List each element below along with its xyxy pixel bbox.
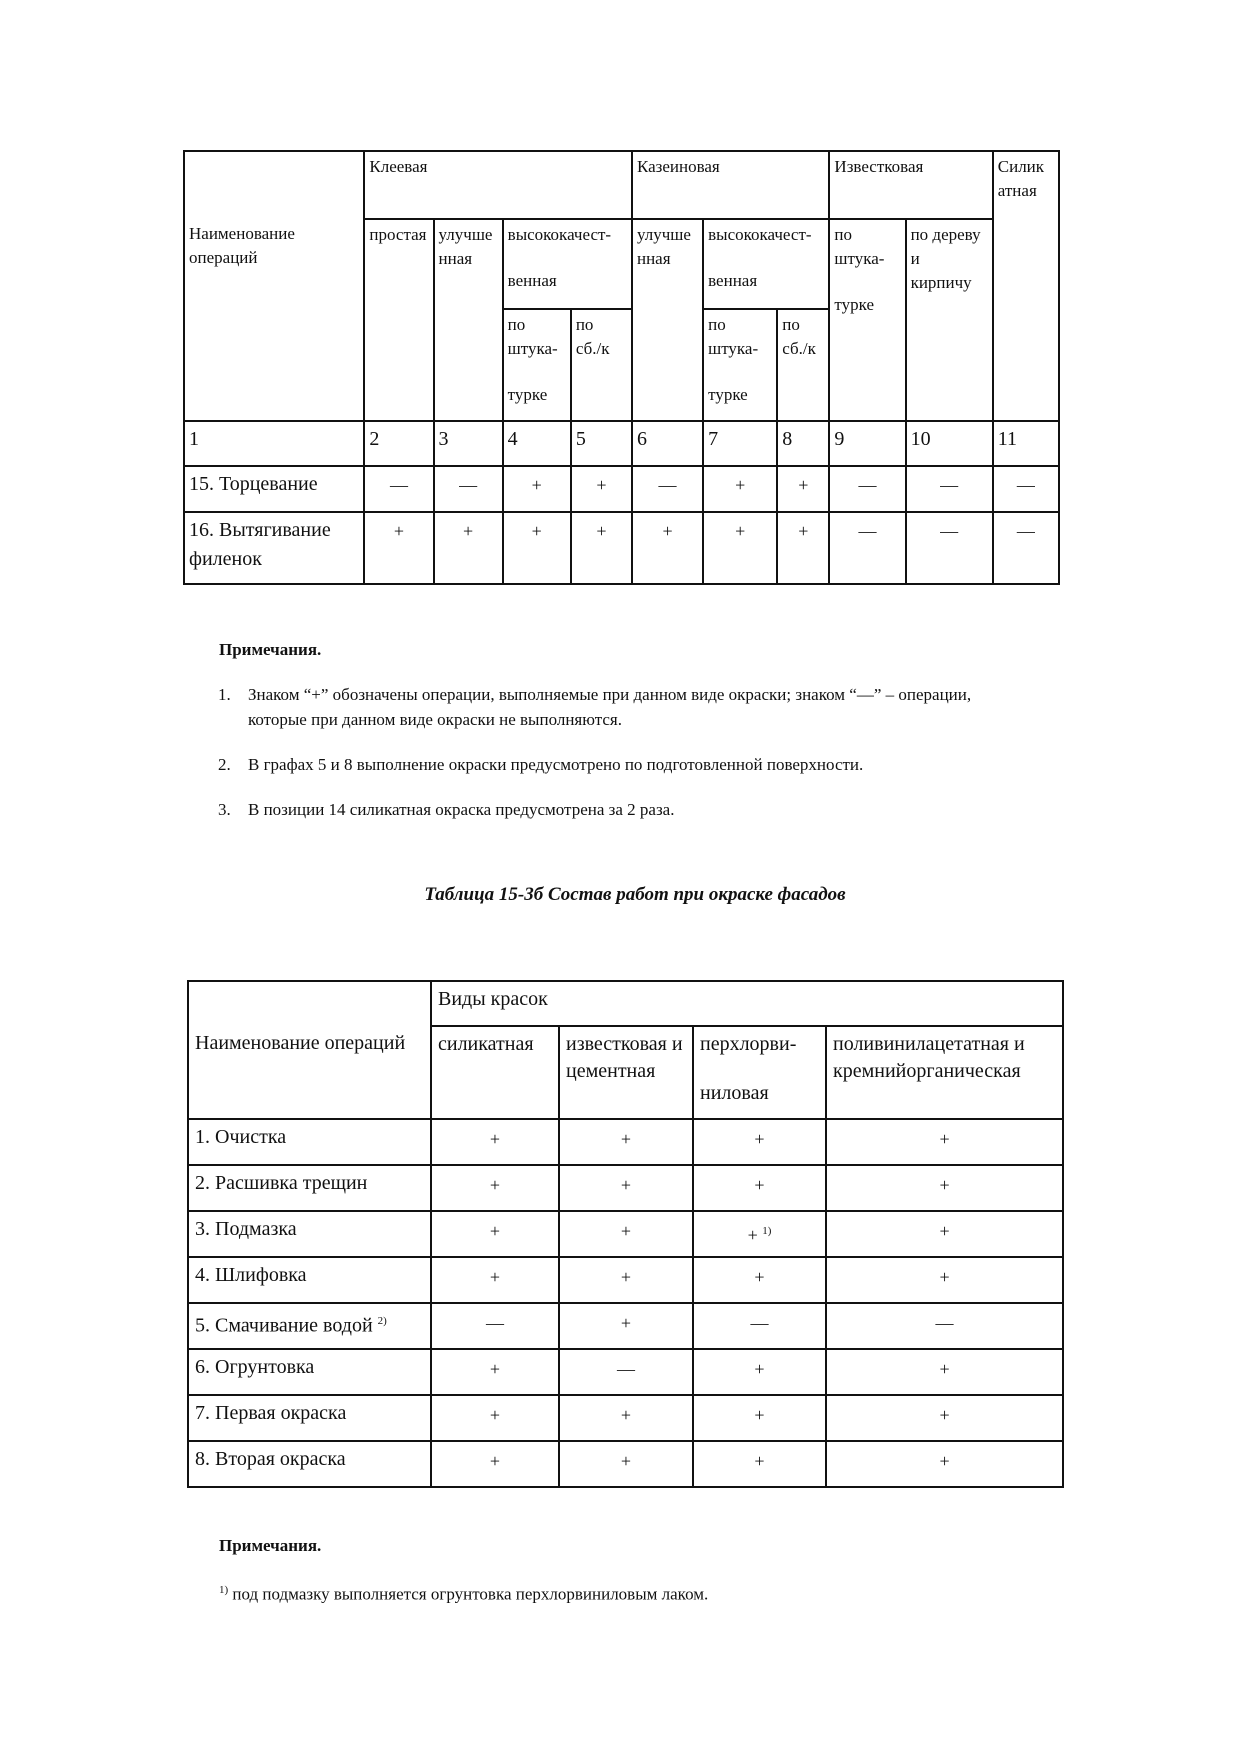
header-vysokokachestvennaya-2: высококачест- венная xyxy=(703,219,829,309)
header-name-bottom xyxy=(184,309,364,421)
table-cell: + xyxy=(431,1211,559,1257)
header-prostaya: простая xyxy=(364,219,433,421)
table-cell: + xyxy=(559,1303,693,1349)
table-cell: + xyxy=(431,1441,559,1487)
header-group-kazeinovaya: Казеиновая xyxy=(632,151,829,219)
note-2: 2. В графах 5 и 8 выполнение окраски предусмотрено по подготовленной поверхности. xyxy=(218,755,864,774)
table-cell: + xyxy=(571,466,632,512)
table-cell: — xyxy=(906,466,993,512)
table-cell: — xyxy=(632,466,703,512)
table-cell: + xyxy=(826,1119,1063,1165)
table-row xyxy=(188,1257,1063,1303)
table-cell: + xyxy=(559,1441,693,1487)
operation-name: 5. Смачивание водой $^{2)}$ xyxy=(188,1303,431,1349)
operation-name: 7. Первая окраска xyxy=(188,1395,431,1441)
column-number: 11 xyxy=(993,421,1059,466)
table-row xyxy=(188,1211,1063,1257)
header-sub-po-sbk-1: по сб./к xyxy=(571,309,632,421)
table-cell: + xyxy=(826,1165,1063,1211)
table-cell: + xyxy=(777,466,829,512)
column-number: 6 xyxy=(632,421,703,466)
footnote xyxy=(219,1578,1069,1607)
table-cell: + $^{1)}$ xyxy=(693,1211,826,1257)
table-cell: + xyxy=(503,512,571,584)
notes-title: Примечания. xyxy=(219,1536,322,1555)
column-number: 8 xyxy=(777,421,829,466)
table-cell: + xyxy=(826,1349,1063,1395)
operation-name: 8. Вторая окраска xyxy=(188,1441,431,1487)
note-3: 3. В позиции 14 силикатная окраска предусмотрена за 2 раза. xyxy=(218,800,675,819)
table-cell: — xyxy=(829,512,905,584)
operation-name: 6. Огрунтовка xyxy=(188,1349,431,1395)
operation-name: 15. Торцевание xyxy=(184,466,364,512)
footnote-mark: 2) xyxy=(377,1315,387,1327)
header-group-silikatnaya: Силик атная xyxy=(993,151,1059,421)
table-cell: + xyxy=(431,1257,559,1303)
table-cell: + xyxy=(777,512,829,584)
header-sub-po-sbk-2: по сб./к xyxy=(777,309,829,421)
footnote-mark: 1) xyxy=(762,1225,772,1237)
header-sub-po-shtukaturke-2: по штука- турке xyxy=(703,309,777,421)
header-vysokokachestvennaya-1: высококачест- венная xyxy=(503,219,632,309)
header-uluchshennaya-2: улучше нная xyxy=(632,219,703,421)
notes-title: Примечания. xyxy=(219,640,322,659)
column-number: 3 xyxy=(434,421,503,466)
table-cell: + xyxy=(559,1211,693,1257)
column-number: 1 xyxy=(184,421,364,466)
column-number: 2 xyxy=(364,421,433,466)
table-cell: + xyxy=(693,1165,826,1211)
column-number: 9 xyxy=(829,421,905,466)
header-group-vidy-krasok: Виды красок xyxy=(431,981,1063,1026)
table-cell: — xyxy=(431,1303,559,1349)
table-cell: + xyxy=(431,1165,559,1211)
header-sub-po-shtukaturke-1: по штука- турке xyxy=(503,309,571,421)
table-row xyxy=(188,1395,1063,1441)
table-cell: + xyxy=(703,466,777,512)
header-izvestkovaya: известковая и цементная xyxy=(559,1026,693,1119)
table-cell: + xyxy=(693,1119,826,1165)
column-number: 5 xyxy=(571,421,632,466)
header-name-top xyxy=(184,151,364,219)
table-cell: + xyxy=(431,1349,559,1395)
header-uluchshennaya-1: улучше нная xyxy=(434,219,503,421)
table-row xyxy=(188,1119,1063,1165)
table-cell: — xyxy=(993,512,1059,584)
table-row xyxy=(184,512,1059,584)
header-silikatnaya: силикатная xyxy=(431,1026,559,1119)
table-cell: — xyxy=(829,466,905,512)
table-cell: + xyxy=(826,1441,1063,1487)
table-cell: + xyxy=(632,512,703,584)
column-number: 4 xyxy=(503,421,571,466)
header-name-top xyxy=(188,981,431,1026)
header-name: Наименование операций xyxy=(184,219,364,309)
table-cell: — xyxy=(434,466,503,512)
table-cell: + xyxy=(364,512,433,584)
operation-name: 1. Очистка xyxy=(188,1119,431,1165)
header-po-derevu-i-kirpichu: по дереву и кирпичу xyxy=(906,219,993,421)
table-row xyxy=(188,1441,1063,1487)
operation-name: 4. Шлифовка xyxy=(188,1257,431,1303)
header-po-shtukaturke-izvestkovaya: по штука- турке xyxy=(829,219,905,421)
table-cell: + xyxy=(693,1257,826,1303)
footnote-text: под подмазку выполняется огрунтовка перхлорвиниловым лаком. xyxy=(228,1584,709,1604)
column-number: 10 xyxy=(906,421,993,466)
table2-body xyxy=(188,1119,1063,1487)
table-cell: + xyxy=(559,1395,693,1441)
operation-name: 2. Расшивка трещин xyxy=(188,1165,431,1211)
table-cell: — xyxy=(906,512,993,584)
table-cell: + xyxy=(559,1257,693,1303)
table-cell: + xyxy=(503,466,571,512)
table-cell: — xyxy=(993,466,1059,512)
header-name: Наименование операций xyxy=(188,1026,431,1119)
table-row xyxy=(188,1303,1063,1349)
table-cell: + xyxy=(559,1119,693,1165)
table-cell: + xyxy=(434,512,503,584)
table-cell: + xyxy=(431,1395,559,1441)
table-cell: + xyxy=(826,1395,1063,1441)
header-polivinilacetatnaya: поливинилацетатная и кремнийорганическая xyxy=(826,1026,1063,1119)
table-cell: — xyxy=(826,1303,1063,1349)
header-perhlorvinilovaya: перхлорви- ниловая xyxy=(693,1026,826,1119)
footnote-mark: 1) xyxy=(219,1584,229,1596)
facade-painting-table xyxy=(187,980,1064,1488)
table-row xyxy=(184,466,1059,512)
operation-name: 3. Подмазка xyxy=(188,1211,431,1257)
table-cell: + xyxy=(826,1257,1063,1303)
table-row xyxy=(188,1349,1063,1395)
table-cell: + xyxy=(693,1395,826,1441)
table-cell: — xyxy=(559,1349,693,1395)
column-number: 7 xyxy=(703,421,777,466)
table-cell: + xyxy=(571,512,632,584)
note-1: 1. Знаком “+” обозначены операции, выполняемые при данном виде окраски; знаком “—” – операции, которые при данном виде окраски не выполняются. xyxy=(218,685,972,729)
table-cell: + xyxy=(559,1165,693,1211)
header-group-izvestkovaya: Известковая xyxy=(829,151,992,219)
table-cell: — xyxy=(693,1303,826,1349)
operation-name: 16. Вытягивание филенок xyxy=(184,512,364,584)
table-caption: Таблица 15-3б Состав работ при окраске фасадов xyxy=(424,884,846,905)
painting-operations-table-1 xyxy=(183,150,1060,585)
table-cell: + xyxy=(703,512,777,584)
table-cell: + xyxy=(826,1211,1063,1257)
table-cell: + xyxy=(693,1441,826,1487)
table-cell: + xyxy=(431,1119,559,1165)
table-cell: + xyxy=(693,1349,826,1395)
header-group-kleevaya: Клеевая xyxy=(364,151,632,219)
table-row xyxy=(188,1165,1063,1211)
table-cell: — xyxy=(364,466,433,512)
